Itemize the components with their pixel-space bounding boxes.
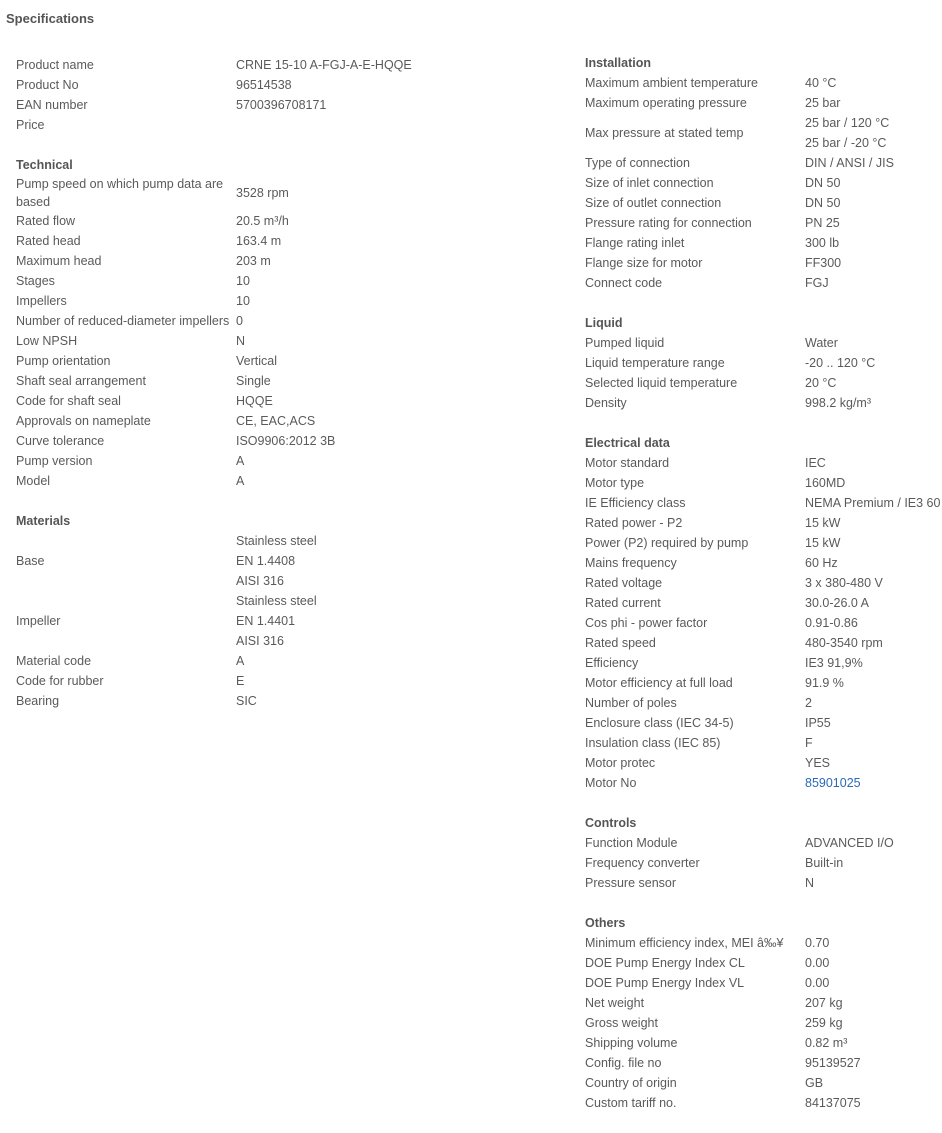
spec-value: Stainless steel bbox=[236, 594, 317, 608]
spec-label: Enclosure class (IEC 34-5) bbox=[585, 716, 734, 730]
spec-row bbox=[585, 673, 942, 693]
spec-row bbox=[585, 733, 942, 753]
spec-row bbox=[585, 93, 942, 113]
spec-row bbox=[16, 531, 346, 591]
spec-label: Price bbox=[16, 118, 45, 132]
spec-label: Motor efficiency at full load bbox=[585, 676, 733, 690]
spec-label: Flange rating inlet bbox=[585, 236, 685, 250]
spec-value: 998.2 kg/m³ bbox=[805, 396, 872, 410]
section-general bbox=[16, 55, 412, 135]
spec-row bbox=[585, 493, 942, 513]
spec-values bbox=[805, 633, 883, 653]
spec-label: Product No bbox=[16, 78, 79, 92]
spec-values bbox=[236, 591, 317, 651]
spec-value: EN 1.4401 bbox=[236, 614, 296, 628]
spec-value: GB bbox=[805, 1076, 824, 1090]
spec-value-link[interactable]: 85901025 bbox=[805, 776, 861, 790]
spec-value: FGJ bbox=[805, 276, 829, 290]
spec-row bbox=[585, 873, 942, 893]
spec-values bbox=[805, 1033, 847, 1053]
spec-value: HQQE bbox=[236, 394, 273, 408]
spec-value: PN 25 bbox=[805, 216, 840, 230]
spec-row bbox=[16, 471, 346, 491]
spec-values bbox=[805, 93, 840, 113]
spec-row bbox=[585, 113, 942, 153]
spec-values bbox=[236, 55, 412, 75]
spec-value: 3 x 380-480 V bbox=[805, 576, 883, 590]
spec-values bbox=[236, 75, 292, 95]
spec-values bbox=[805, 673, 844, 693]
section-controls bbox=[585, 813, 942, 893]
spec-label: Product name bbox=[16, 58, 94, 72]
spec-values bbox=[805, 853, 843, 873]
spec-label: Cos phi - power factor bbox=[585, 616, 708, 630]
spec-label: Maximum head bbox=[16, 254, 102, 268]
spec-label: Rated flow bbox=[16, 214, 76, 228]
spec-row bbox=[585, 273, 942, 293]
spec-row bbox=[16, 391, 346, 411]
spec-value: 163.4 m bbox=[236, 234, 282, 248]
spec-label: Code for rubber bbox=[16, 674, 104, 688]
spec-value: 10 bbox=[236, 294, 250, 308]
spec-values bbox=[805, 393, 871, 413]
spec-values bbox=[805, 1013, 843, 1033]
spec-values bbox=[805, 173, 840, 193]
spec-row bbox=[585, 693, 942, 713]
spec-row bbox=[585, 1073, 942, 1093]
left-column bbox=[16, 55, 412, 731]
spec-values bbox=[805, 533, 840, 553]
spec-row bbox=[16, 671, 346, 691]
spec-value: 160MD bbox=[805, 476, 846, 490]
spec-value: N bbox=[236, 334, 246, 348]
spec-value: 259 kg bbox=[805, 1016, 843, 1030]
spec-values bbox=[805, 733, 813, 753]
spec-value: ADVANCED I/O bbox=[805, 836, 894, 850]
spec-row bbox=[16, 55, 412, 75]
spec-value: 0.00 bbox=[805, 976, 830, 990]
section-title: Technical bbox=[16, 158, 73, 172]
spec-values bbox=[805, 333, 838, 353]
spec-label: Liquid temperature range bbox=[585, 356, 725, 370]
spec-label: Shaft seal arrangement bbox=[16, 374, 146, 388]
spec-row bbox=[585, 1093, 942, 1113]
spec-values bbox=[236, 411, 315, 431]
spec-values bbox=[236, 95, 326, 115]
spec-value: 95139527 bbox=[805, 1056, 861, 1070]
spec-row bbox=[585, 553, 942, 573]
spec-row bbox=[585, 1033, 942, 1053]
spec-values bbox=[805, 953, 829, 973]
section-title: Materials bbox=[16, 514, 71, 528]
spec-label: Density bbox=[585, 396, 627, 410]
spec-row bbox=[16, 95, 346, 115]
spec-row bbox=[585, 993, 942, 1013]
spec-label: Impeller bbox=[16, 614, 61, 628]
spec-label: Shipping volume bbox=[585, 1036, 678, 1050]
spec-values bbox=[805, 993, 843, 1013]
spec-value: 25 bar / 120 °C bbox=[805, 116, 890, 130]
spec-value: Stainless steel bbox=[236, 534, 317, 548]
spec-values bbox=[805, 753, 830, 773]
section-title: Installation bbox=[585, 56, 651, 70]
spec-row bbox=[585, 353, 942, 373]
spec-values bbox=[236, 431, 335, 451]
spec-row bbox=[16, 331, 346, 351]
spec-value: DN 50 bbox=[805, 196, 841, 210]
spec-label: EAN number bbox=[16, 98, 88, 112]
spec-label: Pumped liquid bbox=[585, 336, 665, 350]
spec-row bbox=[585, 513, 942, 533]
spec-values bbox=[805, 373, 836, 393]
spec-label: Config. file no bbox=[585, 1056, 662, 1070]
spec-values bbox=[236, 331, 245, 351]
spec-values bbox=[236, 371, 271, 391]
spec-value: 480-3540 rpm bbox=[805, 636, 883, 650]
spec-label: Curve tolerance bbox=[16, 434, 105, 448]
spec-value: 30.0-26.0 A bbox=[805, 596, 869, 610]
spec-row bbox=[585, 213, 942, 233]
spec-label: Flange size for motor bbox=[585, 256, 703, 270]
spec-row bbox=[585, 653, 942, 673]
spec-values bbox=[805, 513, 840, 533]
section-title: Controls bbox=[585, 816, 637, 830]
spec-label: Number of poles bbox=[585, 696, 677, 710]
section-materials bbox=[16, 511, 346, 711]
spec-value: 15 kW bbox=[805, 516, 841, 530]
page-title: Specifications bbox=[6, 11, 95, 26]
spec-value: 60 Hz bbox=[805, 556, 838, 570]
spec-label: Pump speed on which pump data are based bbox=[16, 177, 224, 209]
spec-values bbox=[805, 653, 863, 673]
spec-values bbox=[805, 593, 869, 613]
spec-row bbox=[585, 1053, 942, 1073]
spec-row bbox=[16, 431, 346, 451]
spec-label: Type of connection bbox=[585, 156, 690, 170]
spec-label: Country of origin bbox=[585, 1076, 677, 1090]
spec-row bbox=[585, 1013, 942, 1033]
spec-label: Efficiency bbox=[585, 656, 639, 670]
spec-label: Motor type bbox=[585, 476, 645, 490]
spec-values bbox=[805, 193, 840, 213]
spec-label: Pump version bbox=[16, 454, 93, 468]
spec-values bbox=[805, 453, 826, 473]
spec-row bbox=[585, 833, 942, 853]
spec-value: 0.00 bbox=[805, 956, 830, 970]
spec-row bbox=[585, 73, 942, 93]
spec-label: Pump orientation bbox=[16, 354, 111, 368]
spec-row bbox=[16, 411, 346, 431]
spec-value: N bbox=[805, 876, 815, 890]
spec-row bbox=[16, 691, 346, 711]
spec-value: 25 bar / -20 °C bbox=[805, 136, 887, 150]
spec-label: Approvals on nameplate bbox=[16, 414, 151, 428]
spec-label: Motor protec bbox=[585, 756, 656, 770]
spec-values bbox=[236, 211, 289, 231]
spec-values bbox=[236, 651, 244, 671]
spec-values bbox=[236, 671, 244, 691]
spec-label: Model bbox=[16, 474, 51, 488]
spec-row bbox=[16, 371, 346, 391]
spec-label: Net weight bbox=[585, 996, 645, 1010]
spec-label: Motor standard bbox=[585, 456, 670, 470]
spec-row bbox=[16, 591, 346, 651]
spec-row bbox=[585, 393, 942, 413]
spec-label: Rated current bbox=[585, 596, 661, 610]
spec-label: Power (P2) required by pump bbox=[585, 536, 749, 550]
spec-row bbox=[585, 613, 942, 633]
spec-value: Water bbox=[805, 336, 838, 350]
spec-row bbox=[16, 115, 346, 135]
spec-value: 5700396708171 bbox=[236, 98, 327, 112]
spec-label: Function Module bbox=[585, 836, 678, 850]
spec-label: Pressure sensor bbox=[585, 876, 677, 890]
spec-values bbox=[805, 973, 829, 993]
spec-label: Impellers bbox=[16, 294, 67, 308]
spec-values bbox=[236, 451, 244, 471]
spec-value: 10 bbox=[236, 274, 250, 288]
spec-value: 0.70 bbox=[805, 936, 830, 950]
spec-row bbox=[16, 231, 346, 251]
spec-row bbox=[16, 651, 346, 671]
spec-value: 0.91-0.86 bbox=[805, 616, 858, 630]
spec-values bbox=[236, 231, 281, 251]
section-title: Liquid bbox=[585, 316, 623, 330]
spec-label: Base bbox=[16, 554, 45, 568]
spec-value: 20 °C bbox=[805, 376, 837, 390]
spec-value: A bbox=[236, 654, 245, 668]
spec-row bbox=[16, 271, 346, 291]
spec-value: 84137075 bbox=[805, 1096, 861, 1110]
spec-values bbox=[805, 933, 829, 953]
spec-values bbox=[805, 553, 838, 573]
spec-label: IE Efficiency class bbox=[585, 496, 686, 510]
spec-row bbox=[585, 573, 942, 593]
spec-values bbox=[805, 493, 940, 513]
spec-value: E bbox=[236, 674, 245, 688]
spec-values bbox=[805, 213, 840, 233]
spec-row bbox=[585, 973, 942, 993]
spec-value: CRNE 15-10 A-FGJ-A-E-HQQE bbox=[236, 58, 412, 72]
spec-row bbox=[16, 311, 346, 331]
spec-row bbox=[585, 173, 942, 193]
spec-values bbox=[805, 233, 839, 253]
spec-values bbox=[236, 311, 243, 331]
spec-value: 2 bbox=[805, 696, 812, 710]
spec-row bbox=[585, 933, 942, 953]
spec-value: A bbox=[236, 454, 245, 468]
spec-label: Motor No bbox=[585, 776, 637, 790]
spec-value: CE, EAC,ACS bbox=[236, 414, 316, 428]
spec-value: F bbox=[805, 736, 813, 750]
spec-values bbox=[805, 113, 889, 153]
spec-values bbox=[805, 353, 875, 373]
spec-label: Rated head bbox=[16, 234, 81, 248]
spec-value: 96514538 bbox=[236, 78, 292, 92]
spec-values bbox=[805, 833, 894, 853]
spec-row bbox=[585, 953, 942, 973]
section-title: Electrical data bbox=[585, 436, 670, 450]
spec-values bbox=[805, 773, 861, 793]
spec-values bbox=[805, 1093, 861, 1113]
spec-row bbox=[585, 753, 942, 773]
spec-value: 207 kg bbox=[805, 996, 843, 1010]
spec-row bbox=[16, 175, 346, 211]
spec-values bbox=[236, 251, 271, 271]
spec-values bbox=[805, 573, 883, 593]
spec-value: YES bbox=[805, 756, 831, 770]
spec-value: IE3 91,9% bbox=[805, 656, 863, 670]
spec-value: 40 °C bbox=[805, 76, 837, 90]
spec-row bbox=[585, 773, 942, 793]
section-liquid bbox=[585, 313, 942, 413]
right-column bbox=[585, 53, 942, 1133]
spec-row bbox=[585, 153, 942, 173]
spec-values bbox=[805, 153, 894, 173]
spec-label: DOE Pump Energy Index VL bbox=[585, 976, 745, 990]
spec-label: Rated speed bbox=[585, 636, 656, 650]
spec-values bbox=[805, 1073, 823, 1093]
spec-label: Gross weight bbox=[585, 1016, 658, 1030]
spec-value: 0 bbox=[236, 314, 243, 328]
spec-value: 91.9 % bbox=[805, 676, 844, 690]
spec-values bbox=[805, 473, 845, 493]
spec-row bbox=[585, 233, 942, 253]
spec-label: DOE Pump Energy Index CL bbox=[585, 956, 745, 970]
spec-row bbox=[585, 473, 942, 493]
spec-values bbox=[236, 183, 289, 203]
spec-value: Built-in bbox=[805, 856, 844, 870]
spec-label: Insulation class (IEC 85) bbox=[585, 736, 721, 750]
spec-value: Single bbox=[236, 374, 271, 388]
spec-values bbox=[236, 291, 250, 311]
spec-value: AISI 316 bbox=[236, 634, 284, 648]
spec-value: AISI 316 bbox=[236, 574, 284, 588]
spec-value: EN 1.4408 bbox=[236, 554, 296, 568]
spec-row bbox=[16, 75, 346, 95]
spec-value: FF300 bbox=[805, 256, 842, 270]
spec-values bbox=[805, 873, 814, 893]
spec-label: Minimum efficiency index, MEI â‰¥ bbox=[585, 936, 784, 950]
spec-label: Mains frequency bbox=[585, 556, 677, 570]
spec-value: ISO9906:2012 3B bbox=[236, 434, 336, 448]
spec-label: Max pressure at stated temp bbox=[585, 126, 744, 140]
spec-value: 20.5 m³/h bbox=[236, 214, 289, 228]
spec-row bbox=[16, 291, 346, 311]
spec-values bbox=[805, 253, 841, 273]
spec-label: Size of inlet connection bbox=[585, 176, 714, 190]
spec-values bbox=[236, 351, 277, 371]
spec-row bbox=[585, 533, 942, 553]
spec-value: 15 kW bbox=[805, 536, 841, 550]
spec-value: 25 bar bbox=[805, 96, 841, 110]
spec-values bbox=[805, 713, 831, 733]
spec-values bbox=[805, 273, 829, 293]
spec-value: IEC bbox=[805, 456, 826, 470]
spec-value: DIN / ANSI / JIS bbox=[805, 156, 894, 170]
spec-row bbox=[585, 853, 942, 873]
section-title: Others bbox=[585, 916, 626, 930]
spec-values bbox=[236, 691, 257, 711]
section-electrical-data bbox=[585, 433, 942, 793]
section-others bbox=[585, 913, 942, 1113]
spec-value: IP55 bbox=[805, 716, 831, 730]
spec-row bbox=[585, 253, 942, 273]
spec-row bbox=[585, 373, 942, 393]
spec-row bbox=[16, 451, 346, 471]
spec-label: Low NPSH bbox=[16, 334, 78, 348]
spec-label: Material code bbox=[16, 654, 92, 668]
spec-label: Maximum operating pressure bbox=[585, 96, 747, 110]
spec-value: DN 50 bbox=[805, 176, 841, 190]
spec-row bbox=[16, 211, 346, 231]
spec-values bbox=[236, 531, 317, 591]
spec-label: Code for shaft seal bbox=[16, 394, 121, 408]
spec-row bbox=[16, 351, 346, 371]
spec-value: 3528 rpm bbox=[236, 186, 289, 200]
spec-value: SIC bbox=[236, 694, 257, 708]
spec-row bbox=[585, 193, 942, 213]
spec-label: Pressure rating for connection bbox=[585, 216, 752, 230]
spec-value: -20 .. 120 °C bbox=[805, 356, 876, 370]
spec-row bbox=[585, 713, 942, 733]
spec-value: 0.82 m³ bbox=[805, 1036, 848, 1050]
spec-label: Maximum ambient temperature bbox=[585, 76, 758, 90]
spec-label: Stages bbox=[16, 274, 55, 288]
spec-value: A bbox=[236, 474, 245, 488]
spec-label: Bearing bbox=[16, 694, 60, 708]
spec-values bbox=[805, 693, 812, 713]
section-installation bbox=[585, 53, 942, 293]
spec-row bbox=[585, 453, 942, 473]
spec-label: Size of outlet connection bbox=[585, 196, 722, 210]
spec-values bbox=[236, 391, 273, 411]
spec-value: 203 m bbox=[236, 254, 271, 268]
spec-values bbox=[236, 471, 244, 491]
spec-value: 300 lb bbox=[805, 236, 840, 250]
spec-row bbox=[585, 633, 942, 653]
spec-row bbox=[16, 251, 346, 271]
spec-values bbox=[805, 613, 858, 633]
spec-values bbox=[236, 271, 250, 291]
spec-label: Connect code bbox=[585, 276, 663, 290]
section-technical bbox=[16, 155, 346, 491]
spec-value: Vertical bbox=[236, 354, 277, 368]
spec-value: NEMA Premium / IE3 60 bbox=[805, 496, 941, 510]
spec-label: Selected liquid temperature bbox=[585, 376, 738, 390]
spec-label: Rated power - P2 bbox=[585, 516, 683, 530]
spec-label: Custom tariff no. bbox=[585, 1096, 677, 1110]
spec-label: Frequency converter bbox=[585, 856, 700, 870]
spec-row bbox=[585, 333, 942, 353]
spec-values bbox=[805, 73, 836, 93]
spec-values bbox=[805, 1053, 861, 1073]
spec-label: Rated voltage bbox=[585, 576, 663, 590]
spec-row bbox=[585, 593, 942, 613]
spec-label: Number of reduced-diameter impellers bbox=[16, 314, 230, 328]
